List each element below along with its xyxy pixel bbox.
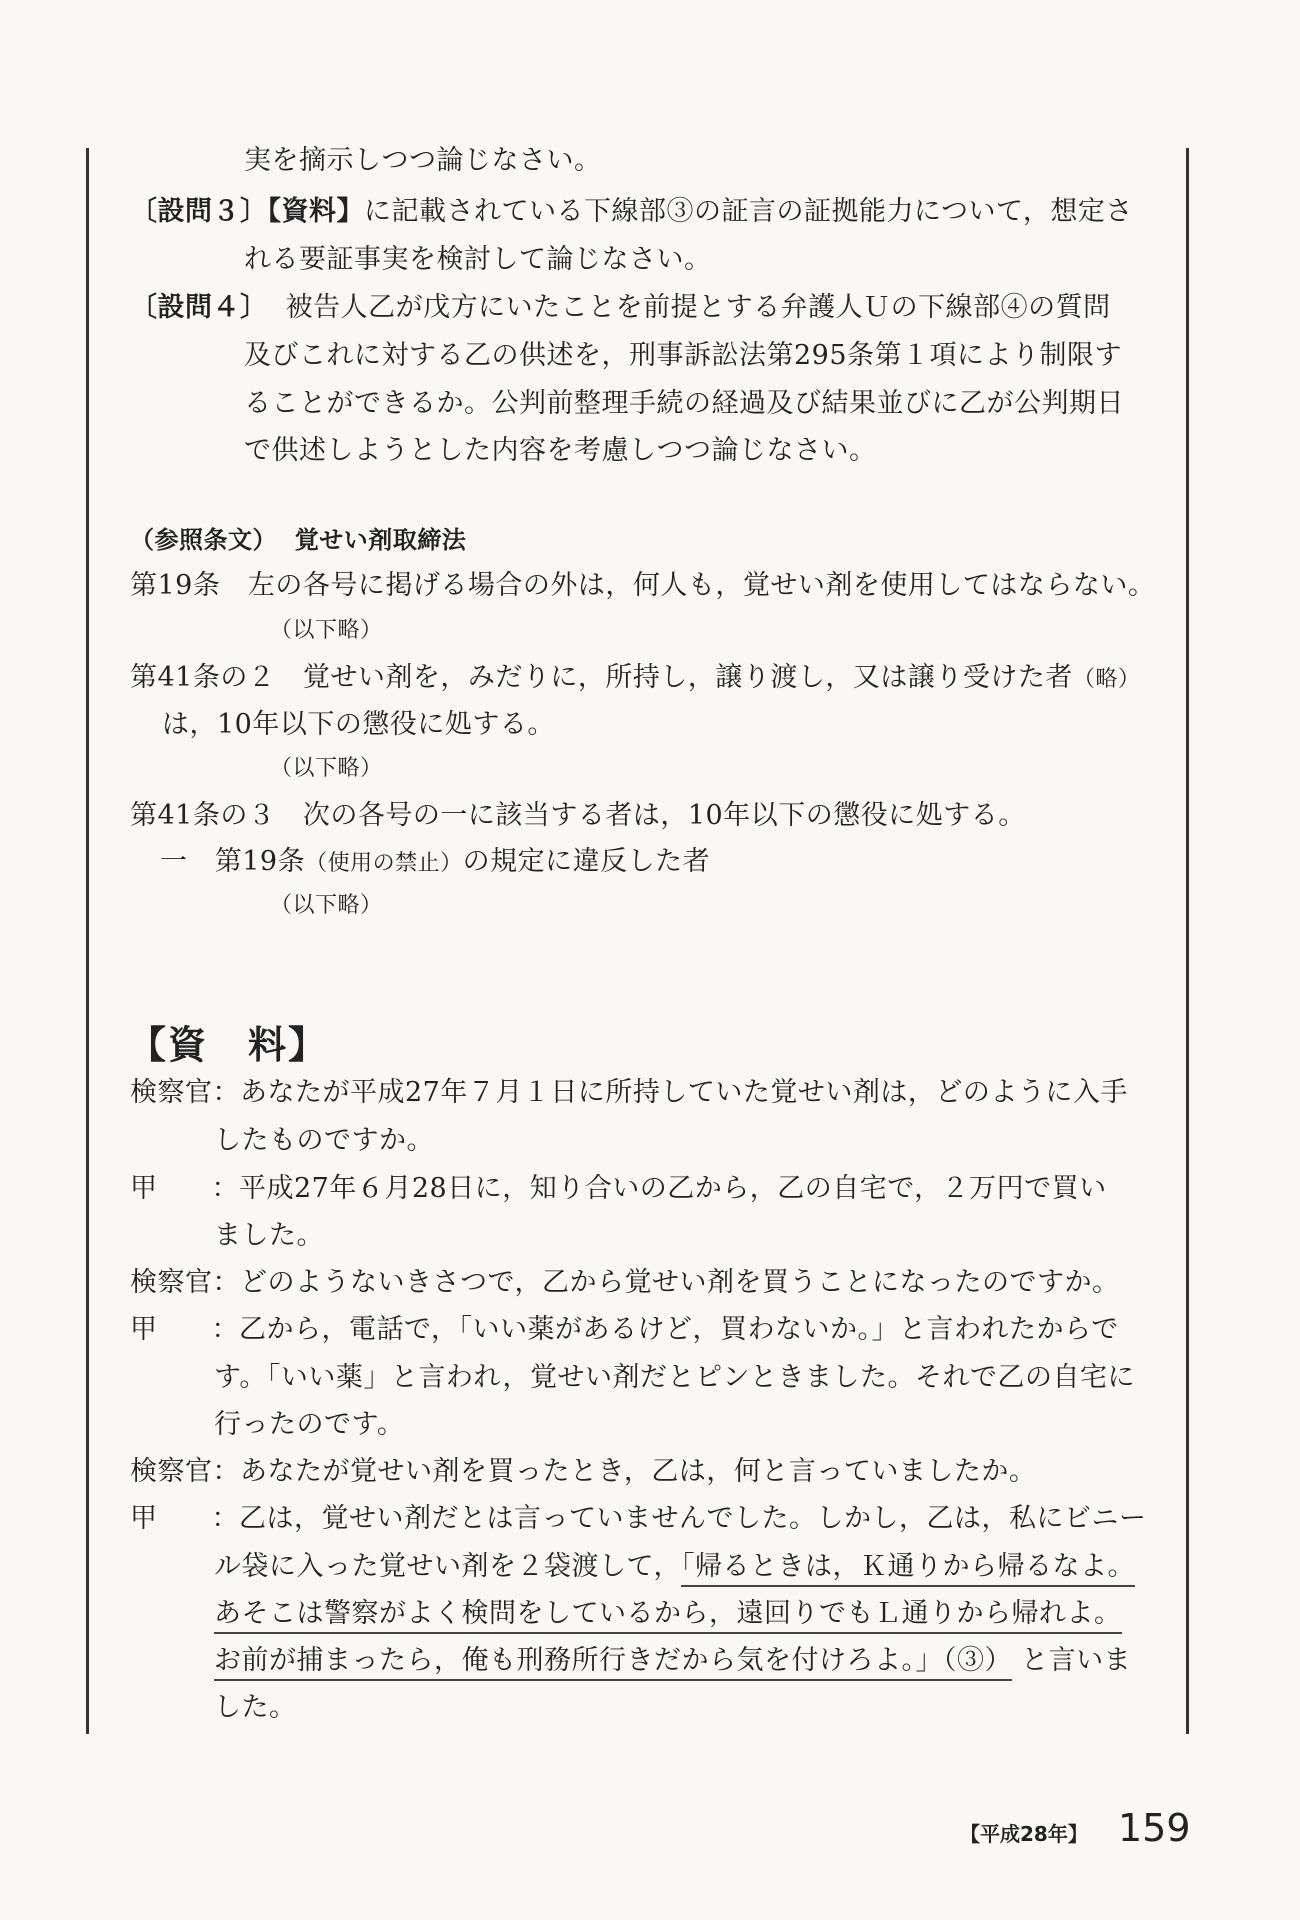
question-2-continuation: 実を摘示しつつ論じなさい。 xyxy=(244,145,602,176)
speaker-prosecutor: 検察官 xyxy=(130,1077,213,1108)
turn-6-line-4 xyxy=(214,1647,1131,1674)
article-41-2-text: 第41条の２ 覚せい剤を，みだりに，所持し，譲り渡し，又は譲り受けた者 xyxy=(130,662,1073,693)
speaker-colon: ： xyxy=(211,1173,239,1204)
turn-4-line-1 xyxy=(130,1316,1119,1343)
turn-2-line-2: ました。 xyxy=(214,1220,324,1251)
statutes-heading-label: （参照条文） xyxy=(130,525,277,554)
speaker-prosecutor: 検察官 xyxy=(130,1267,213,1298)
turn-1-line-1 xyxy=(130,1079,1128,1106)
turn-6-line-1 xyxy=(130,1505,1147,1532)
underlined-testimony-3: 「帰るときは，Ｋ通りから帰るなよ。 xyxy=(681,1551,1135,1587)
statutes-heading-title: 覚せい剤取締法 xyxy=(294,525,467,554)
turn-6-line-2 xyxy=(214,1553,1135,1580)
question-3-line-2: れる要証事実を検討して論じなさい。 xyxy=(244,244,712,275)
turn-6-line-5: した。 xyxy=(214,1692,297,1723)
article-19: 第19条 左の各号に掲げる場合の外は，何人も，覚せい剤を使用してはならない。 xyxy=(130,570,1156,601)
item-1-number: 一 xyxy=(160,846,188,877)
turn-5-text: あなたが覚せい剤を買ったとき，乙は，何と言っていましたか。 xyxy=(240,1456,1037,1487)
omitted-note-3: （以下略） xyxy=(270,893,383,918)
speaker-ko: 甲 xyxy=(130,1503,158,1534)
turn-6-line-2-text: ル袋に入った覚せい剤を２袋渡して， xyxy=(214,1551,681,1582)
right-margin-rule xyxy=(1186,148,1189,1734)
turn-6-text: 乙は，覚せい剤だとは言っていませんでした。しかし，乙は，私にビニー xyxy=(239,1503,1147,1534)
question-4-label: 〔設問４〕 xyxy=(130,292,268,323)
article-41-2-line-1 xyxy=(130,664,1140,691)
turn-3-line-1 xyxy=(130,1269,1119,1296)
question-4-line-3: ることができるか。公判前整理手続の経過及び結果並びに乙が公判期日 xyxy=(244,388,1124,419)
left-margin-rule xyxy=(86,148,89,1734)
article-41-2-abbr: （略） xyxy=(1072,667,1141,692)
turn-2-line-1 xyxy=(130,1175,1107,1202)
speaker-colon: ： xyxy=(211,1503,239,1534)
item-1-article: 第19条 xyxy=(214,846,306,877)
omitted-note-2: （以下略） xyxy=(270,756,383,781)
turn-1-text: あなたが平成27年７月１日に所持していた覚せい剤は，どのように入手 xyxy=(240,1077,1128,1108)
question-4-line-4: で供述しようとした内容を考慮しつつ論じなさい。 xyxy=(244,435,877,466)
turn-3-text: どのようないきさつで，乙から覚せい剤を買うことになったのですか。 xyxy=(240,1267,1120,1298)
turn-4-line-2: す。「いい薬」と言われ，覚せい剤だとピンときました。それで乙の自宅に xyxy=(214,1362,1135,1393)
turn-4-line-3: 行ったのです。 xyxy=(214,1409,405,1440)
question-3-material-ref: 【資料】 xyxy=(267,196,364,227)
turn-6-line-3 xyxy=(214,1600,1122,1627)
item-1-text: の規定に違反した者 xyxy=(462,846,711,877)
footer-year-label: 【平成28年】 xyxy=(960,1822,1088,1846)
speaker-colon: ： xyxy=(212,1267,240,1298)
underlined-testimony-3: あそこは警察がよく検問をしているから，遠回りでもＬ通りから帰れよ。 xyxy=(214,1598,1122,1634)
speaker-colon: ： xyxy=(212,1077,240,1108)
question-4-line-2: 及びこれに対する乙の供述を，刑事訴訟法第295条第１項により制限す xyxy=(244,340,1123,371)
turn-6-line-4-text: と言いま xyxy=(1021,1645,1132,1676)
speaker-ko: 甲 xyxy=(130,1314,158,1345)
article-41-3-item-1 xyxy=(160,848,710,875)
statutes-heading xyxy=(130,525,467,554)
material-heading: 【資 料】 xyxy=(128,1023,329,1067)
question-3-text: に記載されている下線部③の証言の証拠能力について，想定さ xyxy=(364,196,1133,227)
question-3-label: 〔設問３〕 xyxy=(130,196,268,227)
page-number: 159 xyxy=(1118,1806,1191,1850)
turn-4-text: 乙から，電話で，「いい薬があるけど，買わないか。」と言われたからで xyxy=(239,1314,1119,1345)
speaker-colon: ： xyxy=(211,1314,239,1345)
speaker-colon: ： xyxy=(212,1456,240,1487)
turn-5-line-1 xyxy=(130,1458,1036,1485)
omitted-note-1: （以下略） xyxy=(270,618,383,643)
speaker-prosecutor: 検察官 xyxy=(130,1456,213,1487)
question-3-line-1 xyxy=(130,198,1133,225)
article-41-3: 第41条の３ 次の各号の一に該当する者は，10年以下の懲役に処する。 xyxy=(130,800,1026,831)
question-4-text: 被告人乙が戊方にいたことを前提とする弁護人Ｕの下線部④の質問 xyxy=(285,292,1111,323)
turn-2-text: 平成27年６月28日に，知り合いの乙から，乙の自宅で，２万円で買い xyxy=(239,1173,1107,1204)
speaker-ko: 甲 xyxy=(130,1173,158,1204)
underlined-testimony-3: お前が捕まったら，俺も刑務所行きだから気を付けろよ。」（③） xyxy=(214,1645,1012,1681)
item-1-paren: （使用の禁止） xyxy=(305,851,463,876)
article-41-2-line-2: は，10年以下の懲役に処する。 xyxy=(162,709,555,740)
question-4-line-1 xyxy=(130,294,1111,321)
turn-1-line-2: したものですか。 xyxy=(214,1125,434,1156)
